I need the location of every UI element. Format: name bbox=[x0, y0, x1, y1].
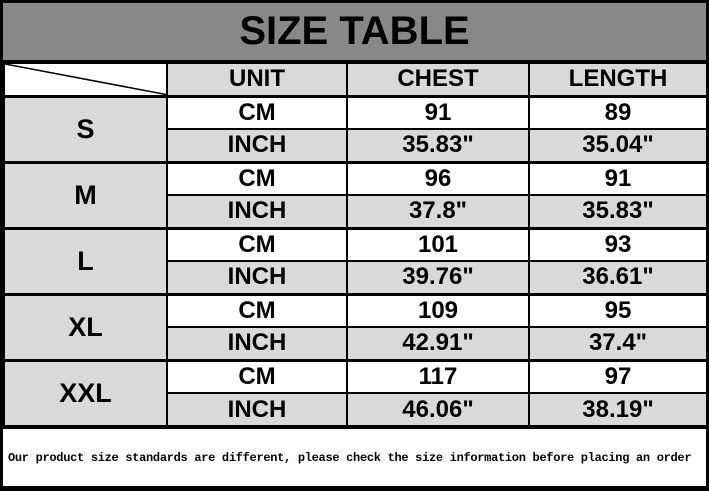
table-row bbox=[4, 228, 707, 261]
length-cell: 95 bbox=[529, 294, 707, 327]
chest-cell: 117 bbox=[347, 360, 529, 393]
unit-cell: CM bbox=[167, 162, 347, 195]
table-row bbox=[4, 360, 707, 393]
length-cell: 37.4" bbox=[529, 327, 707, 360]
table-row bbox=[4, 294, 707, 327]
size-label-xxl: XXL bbox=[4, 360, 167, 426]
length-cell: 36.61" bbox=[529, 261, 707, 294]
unit-cell: INCH bbox=[167, 393, 347, 426]
length-cell: 89 bbox=[529, 96, 707, 129]
chest-cell: 96 bbox=[347, 162, 529, 195]
length-cell: 35.83" bbox=[529, 195, 707, 228]
size-label-l: L bbox=[4, 228, 167, 294]
length-cell: 93 bbox=[529, 228, 707, 261]
unit-cell: INCH bbox=[167, 129, 347, 162]
chest-cell: 46.06" bbox=[347, 393, 529, 426]
chest-cell: 109 bbox=[347, 294, 529, 327]
length-cell: 97 bbox=[529, 360, 707, 393]
size-table bbox=[3, 62, 708, 427]
footer-note: Our product size standards are different, please check the size information before placing an order bbox=[3, 427, 706, 486]
length-cell: 35.04" bbox=[529, 129, 707, 162]
chest-cell: 39.76" bbox=[347, 261, 529, 294]
unit-cell: CM bbox=[167, 360, 347, 393]
size-label-xl: XL bbox=[4, 294, 167, 360]
table-row bbox=[4, 96, 707, 129]
table-row bbox=[4, 162, 707, 195]
header-row bbox=[4, 63, 707, 96]
size-label-s: S bbox=[4, 96, 167, 162]
length-cell: 91 bbox=[529, 162, 707, 195]
unit-cell: CM bbox=[167, 294, 347, 327]
length-cell: 38.19" bbox=[529, 393, 707, 426]
col-header-chest: CHEST bbox=[347, 63, 529, 96]
page-title: SIZE TABLE bbox=[3, 3, 706, 62]
unit-cell: INCH bbox=[167, 261, 347, 294]
unit-cell: CM bbox=[167, 228, 347, 261]
chest-cell: 91 bbox=[347, 96, 529, 129]
chest-cell: 42.91" bbox=[347, 327, 529, 360]
size-label-m: M bbox=[4, 162, 167, 228]
unit-cell: CM bbox=[167, 96, 347, 129]
unit-cell: INCH bbox=[167, 327, 347, 360]
diagonal-line bbox=[5, 64, 166, 95]
col-header-length: LENGTH bbox=[529, 63, 707, 96]
chest-cell: 35.83" bbox=[347, 129, 529, 162]
unit-cell: INCH bbox=[167, 195, 347, 228]
corner-cell bbox=[4, 63, 167, 96]
chest-cell: 37.8" bbox=[347, 195, 529, 228]
chest-cell: 101 bbox=[347, 228, 529, 261]
col-header-unit: UNIT bbox=[167, 63, 347, 96]
